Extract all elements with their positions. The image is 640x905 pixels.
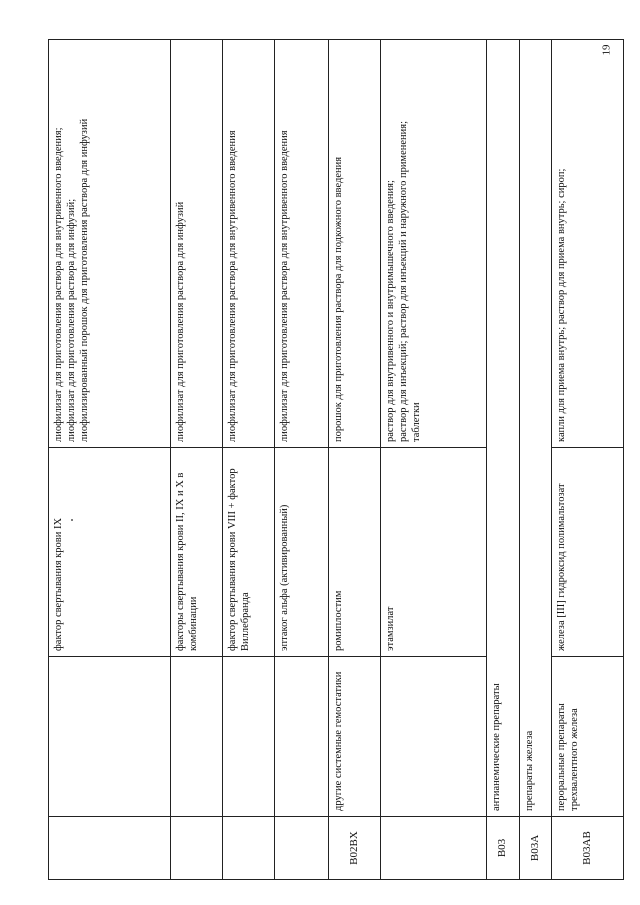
substance-cell: фактор свертывания крови VIII + фактор Виллебранда xyxy=(222,448,274,657)
atc-code-cell xyxy=(274,817,328,880)
table-row xyxy=(487,40,520,880)
atc-code-cell xyxy=(49,817,171,880)
page-number: 19 xyxy=(600,44,613,56)
table-row xyxy=(519,40,552,880)
group-name-cell: пероральные препараты трехвалентного железа xyxy=(552,657,624,817)
group-name-cell xyxy=(170,657,222,817)
table-row xyxy=(49,40,171,880)
atc-code-cell: B03AB xyxy=(552,817,624,880)
atc-code-cell: B03A xyxy=(519,817,552,880)
dosage-form-cell: лиофилизат для приготовления раствора для внутривенного введения xyxy=(222,40,274,448)
group-name-cell: антианемические препараты xyxy=(487,40,520,817)
atc-code-cell xyxy=(380,817,486,880)
atc-code-cell: B03 xyxy=(487,817,520,880)
table-row xyxy=(170,40,222,880)
group-name-cell: препараты железа xyxy=(519,40,552,817)
dosage-form-cell: лиофилизат для приготовления раствора для внутривенного введения; лиофилизат для приготовления раствора для инфузий; лиофилизированный порошок для приготовления раствора для инфузий xyxy=(49,40,171,448)
group-name-cell xyxy=(49,657,171,817)
substance-cell: фактор свертывания крови IX xyxy=(49,448,171,657)
atc-code-cell xyxy=(170,817,222,880)
group-name-cell: другие системные гемостатики xyxy=(328,657,380,817)
dosage-form-cell: лиофилизат для приготовления раствора для инфузий xyxy=(170,40,222,448)
table-row xyxy=(222,40,274,880)
table-row xyxy=(380,40,486,880)
substance-cell: ромиплостим xyxy=(328,448,380,657)
document-sheet xyxy=(48,40,624,880)
substance-cell: железа [III] гидроксид полимальтозат xyxy=(552,448,624,657)
dosage-form-cell: раствор для внутривенного и внутримышечного введения; раствор для инъекций; раствор для инъекций и наружного применения; таблетки xyxy=(380,40,486,448)
substance-cell: этамзилат xyxy=(380,448,486,657)
dosage-form-cell: порошок для приготовления раствора для подкожного введения xyxy=(328,40,380,448)
group-name-cell xyxy=(274,657,328,817)
atc-code-cell xyxy=(222,817,274,880)
group-name-cell xyxy=(222,657,274,817)
table-row xyxy=(274,40,328,880)
rotated-table-container xyxy=(48,40,624,880)
group-name-cell xyxy=(380,657,486,817)
dosage-form-cell: капли для приема внутрь; раствор для приема внутрь; сироп; xyxy=(552,40,624,448)
substance-cell: факторы свертывания крови II, IX и X в комбинации xyxy=(170,448,222,657)
atc-code-cell: B02BX xyxy=(328,817,380,880)
substance-cell: эптаког альфа (активированный) xyxy=(274,448,328,657)
table-row xyxy=(552,40,624,880)
dosage-form-cell: лиофилизат для приготовления раствора для внутривенного введения xyxy=(274,40,328,448)
drug-classification-table xyxy=(48,39,624,880)
table-row xyxy=(328,40,380,880)
